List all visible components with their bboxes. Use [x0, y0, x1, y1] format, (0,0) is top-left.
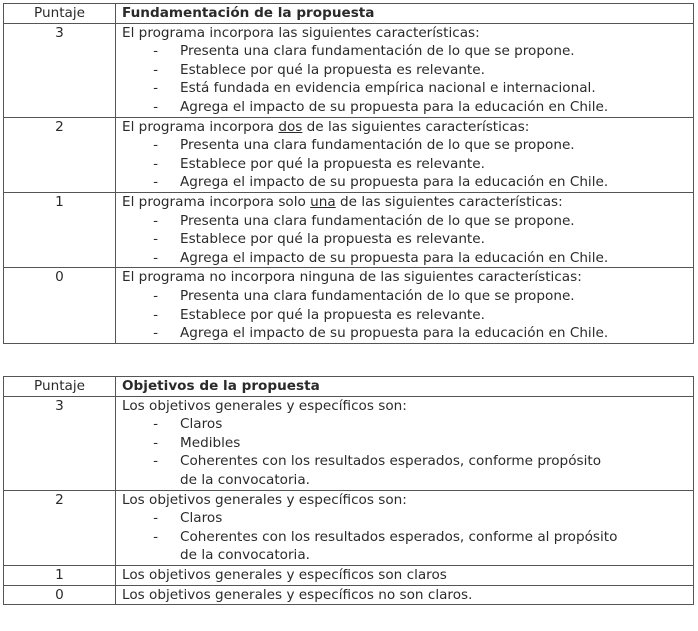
- bullet-text: Coherentes con los resultados esperados, conforme propósito de la convocatoria.: [180, 453, 602, 488]
- dash-bullet-icon: -: [153, 249, 158, 266]
- criterion-description: [116, 192, 694, 267]
- score-column-header: Puntaje: [4, 377, 116, 397]
- dash-bullet-icon: -: [153, 174, 158, 191]
- intro-text: Los objetivos generales y específicos no son claros.: [122, 586, 473, 603]
- criterion-intro: [122, 24, 693, 43]
- criterion-title: Objetivos de la propuesta: [116, 377, 694, 397]
- dash-bullet-icon: -: [153, 98, 158, 115]
- score-value: 0: [4, 268, 116, 343]
- criterion-description: [116, 117, 694, 192]
- intro-text: Los objetivos generales y específicos son:: [122, 397, 407, 414]
- table-row: [4, 585, 694, 605]
- dash-bullet-icon: -: [153, 212, 158, 229]
- bullet-text: Presenta una clara fundamentación de lo que se propone.: [180, 137, 575, 154]
- dash-bullet-icon: -: [153, 61, 158, 78]
- bullet-item: [122, 452, 693, 489]
- score-value: 2: [4, 117, 116, 192]
- score-value: 3: [4, 396, 116, 490]
- score-value: 3: [4, 23, 116, 117]
- criterion-intro: [122, 118, 693, 137]
- criterion-intro: [122, 268, 693, 287]
- criterion-description: [116, 585, 694, 605]
- bullet-text: Establece por qué la propuesta es relevante.: [180, 231, 485, 248]
- bullet-text: Establece por qué la propuesta es relevante.: [180, 306, 485, 323]
- bullet-item: [122, 230, 693, 249]
- dash-bullet-icon: -: [153, 306, 158, 323]
- dash-bullet-icon: -: [153, 80, 158, 97]
- intro-text: El programa no incorpora ninguna de las siguientes características:: [122, 269, 582, 286]
- bullet-text: Claros: [180, 510, 223, 527]
- table-row: [4, 396, 694, 490]
- dash-bullet-icon: -: [153, 43, 158, 60]
- bullet-item: [122, 155, 693, 174]
- criterion-description: [116, 565, 694, 585]
- intro-emphasis: una: [310, 193, 336, 210]
- bullet-text: Agrega el impacto de su propuesta para la educación en Chile.: [180, 98, 609, 115]
- bullet-item: [122, 249, 693, 268]
- bullet-item: [122, 509, 693, 528]
- intro-text: El programa incorpora: [122, 118, 279, 135]
- dash-bullet-icon: -: [153, 325, 158, 342]
- fundamentacion-rubric-table: [3, 3, 694, 344]
- criterion-intro: [122, 397, 693, 416]
- dash-bullet-icon: -: [153, 231, 158, 248]
- criterion-intro: [122, 586, 693, 605]
- bullet-item: [122, 173, 693, 192]
- criterion-description: [116, 396, 694, 490]
- bullet-text: Medibles: [180, 434, 241, 451]
- score-value: 2: [4, 490, 116, 565]
- bullet-item: [122, 434, 693, 453]
- bullet-item: [122, 61, 693, 80]
- bullet-item: [122, 42, 693, 61]
- criterion-description: [116, 490, 694, 565]
- intro-emphasis: dos: [278, 118, 303, 135]
- bullet-item: [122, 136, 693, 155]
- bullet-text: Está fundada en evidencia empírica nacional e internacional.: [180, 80, 596, 97]
- intro-text: Los objetivos generales y específicos son claros: [122, 566, 447, 583]
- bullet-item: [122, 324, 693, 343]
- criterion-description: [116, 268, 694, 343]
- bullet-text: Presenta una clara fundamentación de lo que se propone.: [180, 43, 575, 60]
- criterion-intro: [122, 566, 693, 585]
- criterion-description: [116, 23, 694, 117]
- dash-bullet-icon: -: [153, 416, 158, 433]
- objetivos-rubric-table: [3, 376, 694, 605]
- bullet-text: Agrega el impacto de su propuesta para la educación en Chile.: [180, 249, 609, 266]
- bullet-item: [122, 306, 693, 325]
- criterion-title: Fundamentación de la propuesta: [116, 4, 694, 24]
- table-row: [4, 192, 694, 267]
- header-row: [4, 4, 694, 24]
- bullet-text: Claros: [180, 416, 223, 433]
- table-row: [4, 117, 694, 192]
- score-value: 0: [4, 585, 116, 605]
- intro-text-end: de las siguientes características:: [302, 118, 530, 135]
- intro-text: Los objetivos generales y específicos son:: [122, 491, 407, 508]
- bullet-item: [122, 79, 693, 98]
- table-row: [4, 268, 694, 343]
- bullet-item: [122, 415, 693, 434]
- bullet-item: [122, 287, 693, 306]
- table-row: [4, 565, 694, 585]
- dash-bullet-icon: -: [153, 137, 158, 154]
- score-value: 1: [4, 192, 116, 267]
- criterion-intro: [122, 193, 693, 212]
- dash-bullet-icon: -: [153, 453, 158, 470]
- bullet-text: Agrega el impacto de su propuesta para la educación en Chile.: [180, 174, 609, 191]
- bullet-text: Coherentes con los resultados esperados, conforme al propósito de la convocatoria.: [180, 528, 618, 564]
- dash-bullet-icon: -: [153, 510, 158, 527]
- bullet-text: Presenta una clara fundamentación de lo que se propone.: [180, 287, 575, 304]
- bullet-item: [122, 98, 693, 117]
- bullet-item: [122, 212, 693, 231]
- bullet-text: Establece por qué la propuesta es relevante.: [180, 61, 485, 78]
- intro-text: El programa incorpora las siguientes características:: [122, 24, 480, 41]
- score-column-header: Puntaje: [4, 4, 116, 24]
- intro-text-end: de las siguientes características:: [335, 193, 563, 210]
- dash-bullet-icon: -: [153, 287, 158, 304]
- bullet-text: Presenta una clara fundamentación de lo que se propone.: [180, 212, 575, 229]
- score-value: 1: [4, 565, 116, 585]
- bullet-item: [122, 528, 693, 565]
- bullet-text: Establece por qué la propuesta es relevante.: [180, 155, 485, 172]
- header-row: [4, 377, 694, 397]
- intro-text: El programa incorpora solo: [122, 193, 311, 210]
- bullet-text: Agrega el impacto de su propuesta para la educación en Chile.: [180, 325, 609, 342]
- dash-bullet-icon: -: [153, 434, 158, 451]
- table-row: [4, 490, 694, 565]
- criterion-intro: [122, 491, 693, 510]
- dash-bullet-icon: -: [153, 528, 158, 545]
- table-row: [4, 23, 694, 117]
- dash-bullet-icon: -: [153, 155, 158, 172]
